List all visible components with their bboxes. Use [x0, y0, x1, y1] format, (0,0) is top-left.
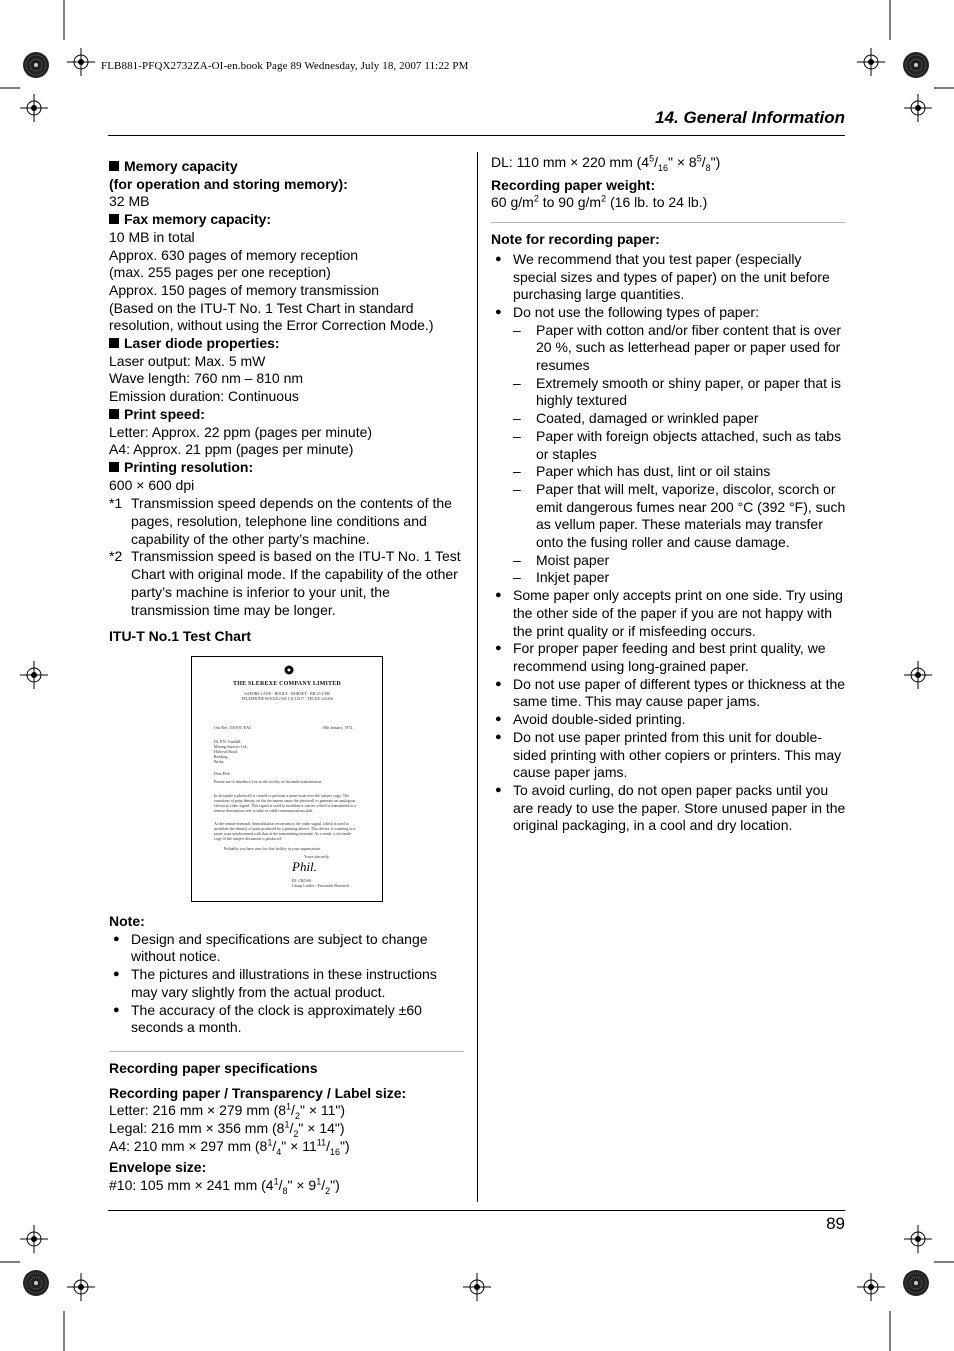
- crosshair-icon: [67, 1273, 95, 1301]
- column-divider: [477, 152, 478, 1202]
- recording-heading: Recording paper specifications: [109, 1059, 318, 1076]
- test-chart-paragraph: Probably you have uses for this facility in your organisation.: [224, 845, 321, 851]
- paper-size-a4: A4: 210 mm × 297 mm ($8^1/_4$" × $11^{11}/_{16}$"): [109, 1137, 350, 1157]
- crosshair-icon: [20, 1225, 48, 1253]
- section-title: 14. General Information: [655, 108, 845, 127]
- bullet-icon: ●: [495, 713, 502, 726]
- resolution-value: 600 × 600 dpi: [109, 476, 195, 493]
- left-column: [109, 158, 464, 1195]
- test-chart-heading: ITU-T No.1 Test Chart: [109, 628, 252, 645]
- test-chart-company: THE SLEREXE COMPANY LIMITED: [233, 680, 341, 687]
- bullet-icon: ●: [495, 252, 502, 265]
- bullet-icon: ●: [495, 305, 502, 318]
- paper-note-item: ● For proper paper feeding and best print quality, we recommend using long-grained paper.: [491, 640, 846, 675]
- square-bullet-icon: [109, 409, 119, 419]
- fax-memory-line: (max. 255 pages per one reception): [109, 264, 331, 281]
- envelope-size: #10: 105 mm × 241 mm ($4^1/_8$" × $9^1/_2$"): [109, 1176, 340, 1196]
- paper-type-item: – Paper that will melt, vaporize, discolor, scorch or emit dangerous fumes near 200 °C (392 °F), such as vellum paper. These materials may transfer onto the fusing roller and cause damage.: [513, 480, 846, 551]
- paper-size-legal: Legal: 216 mm × 356 mm ($8^1/_2$" × 14"): [109, 1119, 345, 1139]
- paper-type-item: – Coated, damaged or wrinkled paper: [513, 410, 759, 427]
- footnote-text: Transmission speed depends on the contents of the pages, resolution, telephone line conditions and capability of the other party’s machine.: [131, 495, 452, 547]
- paper-note-item: ● Do not use paper printed from this unit for double-sided printing with other copiers or printers. This may cause paper jams.: [491, 729, 846, 782]
- bullet-icon: ●: [495, 730, 502, 743]
- bullet-icon: ●: [495, 642, 502, 655]
- bullet-icon: ●: [495, 589, 502, 602]
- square-bullet-icon: [109, 214, 119, 224]
- page-number: 89: [826, 1214, 845, 1233]
- star-target-icon: [903, 1270, 929, 1296]
- test-chart-signature: Phil.: [292, 858, 317, 874]
- print-speed-line: Letter: Approx. 22 ppm (pages per minute): [109, 423, 373, 440]
- footnote: [109, 548, 464, 619]
- crosshair-icon: [463, 1273, 491, 1301]
- test-chart-greeting: Dear Pete,: [214, 770, 231, 776]
- laser-line: Wave length: 760 nm – 810 nm: [109, 370, 304, 387]
- crosshair-icon: [857, 48, 885, 76]
- memory-capacity-value: 32 MB: [109, 193, 150, 210]
- crosshair-icon: [857, 1273, 885, 1301]
- file-info: FLB881-PFQX2732ZA-OI-en.book Page 89 Wednesday, July 18, 2007 11:22 PM: [101, 60, 469, 72]
- test-chart-ref: Our Ref. 350/PJC/EAC: [214, 724, 252, 730]
- paper-type-item: – Extremely smooth or shiny paper, or paper that is highly textured: [513, 374, 842, 409]
- footnote-mark: *2: [109, 548, 123, 565]
- memory-capacity-subheading: (for operation and storing memory):: [109, 175, 348, 192]
- weight-value: 60 $g/m^2$ to 90 $g/m^2$ (16 lb. to 24 lb.): [491, 193, 708, 211]
- square-bullet-icon: [109, 338, 119, 348]
- fax-memory-line: Approx. 630 pages of memory reception: [109, 246, 359, 263]
- paper-type-item: – Moist paper: [513, 551, 610, 568]
- note-heading: Note:: [109, 912, 145, 929]
- test-chart-date: 18th January, 1972.: [322, 724, 354, 730]
- test-chart-paragraph: In facsimile a photocell is caused to perform a raster scan over the subject copy. The variations of print density on the document cause the photocell to generate an analogous electrical video signal. This signal is used to modulate a carrier, which is transmitted to a remote destination over a radio or cable communications link.: [214, 792, 357, 813]
- crosshair-icon: [20, 94, 48, 122]
- test-chart-signer: P.J. CROSS: [292, 877, 312, 883]
- weight-heading: Recording paper weight:: [491, 176, 656, 193]
- note-item: ● The pictures and illustrations in these instructions may vary slightly from the actual product.: [109, 966, 464, 1001]
- bullet-icon: ●: [495, 677, 502, 690]
- crosshair-icon: [67, 48, 95, 76]
- note-item: ● The accuracy of the clock is approximately ±60 seconds a month.: [109, 1002, 464, 1037]
- paper-type-item: – Paper with cotton and/or fiber content that is over 20 %, such as letterhead paper or paper used for resumes: [513, 321, 842, 374]
- laser-heading: Laser diode properties:: [109, 335, 464, 353]
- bullet-icon: ●: [113, 932, 120, 945]
- bullet-icon: ●: [495, 783, 502, 796]
- paper-note-item: ● We recommend that you test paper (especially special sizes and types of paper) on the unit before purchasing large quantities.: [491, 251, 846, 304]
- fax-memory-heading: Fax memory capacity:: [109, 211, 464, 229]
- star-target-icon: [903, 52, 929, 78]
- paper-note-item: ● Do not use the following types of paper:: [491, 304, 846, 322]
- print-speed-line: A4: Approx. 21 ppm (pages per minute): [109, 441, 354, 458]
- bullet-icon: ●: [113, 968, 120, 981]
- crosshair-icon: [904, 94, 932, 122]
- memory-capacity-heading: Memory capacity: [109, 158, 464, 176]
- crosshair-icon: [904, 661, 932, 689]
- paper-note-item: ● Some paper only accepts print on one side. Try using the other side of the paper if you are not happy with the print quality or if misfeeding occurs.: [491, 587, 846, 640]
- print-speed-heading: Print speed:: [109, 406, 464, 424]
- paper-note-item: ● Do not use paper of different types or thickness at the same time. This may cause paper jams.: [491, 676, 846, 711]
- fax-memory-line: (Based on the ITU-T No. 1 Test Chart in standard resolution, without using the Error Correction Mode.): [109, 299, 434, 334]
- paper-type-item: – Paper which has dust, lint or oil stains: [513, 463, 771, 480]
- footnote-text: Transmission speed is based on the ITU-T No. 1 Test Chart with original mode. If the capability of the other party’s machine is inferior to your unit, the transmission time may be longer.: [131, 548, 461, 618]
- resolution-heading: Printing resolution:: [109, 459, 464, 477]
- paper-note-item: ● Avoid double-sided printing.: [491, 711, 846, 729]
- test-chart-address: SAPORS LANE · BOOLE · DORSET · BH 25 8 ER: [244, 690, 330, 696]
- test-chart-recipient: Dr. P.N. Cundall, Mining Surveys Ltd., Holroyd Road, Reading, Berks.: [214, 738, 249, 764]
- test-chart-closing: Yours sincerely,: [304, 853, 330, 859]
- paper-type-item: – Inkjet paper: [513, 569, 610, 586]
- paper-note-item: ● To avoid curling, do not open paper packs until you are ready to use the paper. Store unused paper in the original packaging, in a cool and dry location.: [491, 782, 846, 835]
- star-target-icon: [23, 1270, 49, 1296]
- footnote-mark: *1: [109, 495, 123, 512]
- test-chart-image: [191, 656, 383, 902]
- test-chart-signer-title: Group Leader - Facsimile Research: [292, 882, 349, 888]
- square-bullet-icon: [109, 462, 119, 472]
- section-divider: [109, 1051, 464, 1052]
- envelope-heading: Envelope size:: [109, 1159, 207, 1176]
- paper-size-heading: Recording paper / Transparency / Label size:: [109, 1084, 407, 1101]
- test-chart-paragraph: Permit me to introduce you to the facility of facsimile transmission.: [214, 778, 323, 784]
- crosshair-icon: [904, 1225, 932, 1253]
- dl-size: DL: 110 mm × 220 mm ($4^5/_{16}$" × $8^5/_8$"): [491, 153, 721, 173]
- star-target-icon: [23, 52, 49, 78]
- header-rule: [108, 135, 845, 136]
- laser-line: Laser output: Max. 5 mW: [109, 352, 266, 369]
- fax-memory-line: Approx. 150 pages of memory transmission: [109, 281, 380, 298]
- fax-memory-line: 10 MB in total: [109, 228, 195, 245]
- paper-note-heading: Note for recording paper:: [491, 231, 660, 248]
- right-column: [491, 154, 846, 835]
- test-chart-address: TELEPHONE BOOLE (945 13) 51617 · TELEX 123456: [240, 695, 334, 701]
- laser-line: Emission duration: Continuous: [109, 388, 299, 405]
- section-divider: [491, 222, 846, 223]
- bullet-icon: ●: [113, 1003, 120, 1016]
- footnote: [109, 495, 464, 548]
- test-chart-paragraph: At the remote terminal, demodulation reconstructs the video signal, which is used to modulate the density of print produced by a printing device. This device is scanning in a raster scan synchronised with that at the transmitting terminal. As a result, a facsimile copy of the subject document is produced.: [214, 820, 356, 841]
- crosshair-icon: [20, 661, 48, 689]
- square-bullet-icon: [109, 161, 119, 171]
- note-item: ● Design and specifications are subject to change without notice.: [109, 931, 464, 966]
- test-chart-logo-icon: [284, 665, 294, 675]
- paper-type-item: – Paper with foreign objects attached, such as tabs or staples: [513, 427, 842, 462]
- footer-rule: [108, 1210, 845, 1211]
- paper-size-letter: Letter: 216 mm × 279 mm ($8^1/_2$" × 11"): [109, 1101, 346, 1122]
